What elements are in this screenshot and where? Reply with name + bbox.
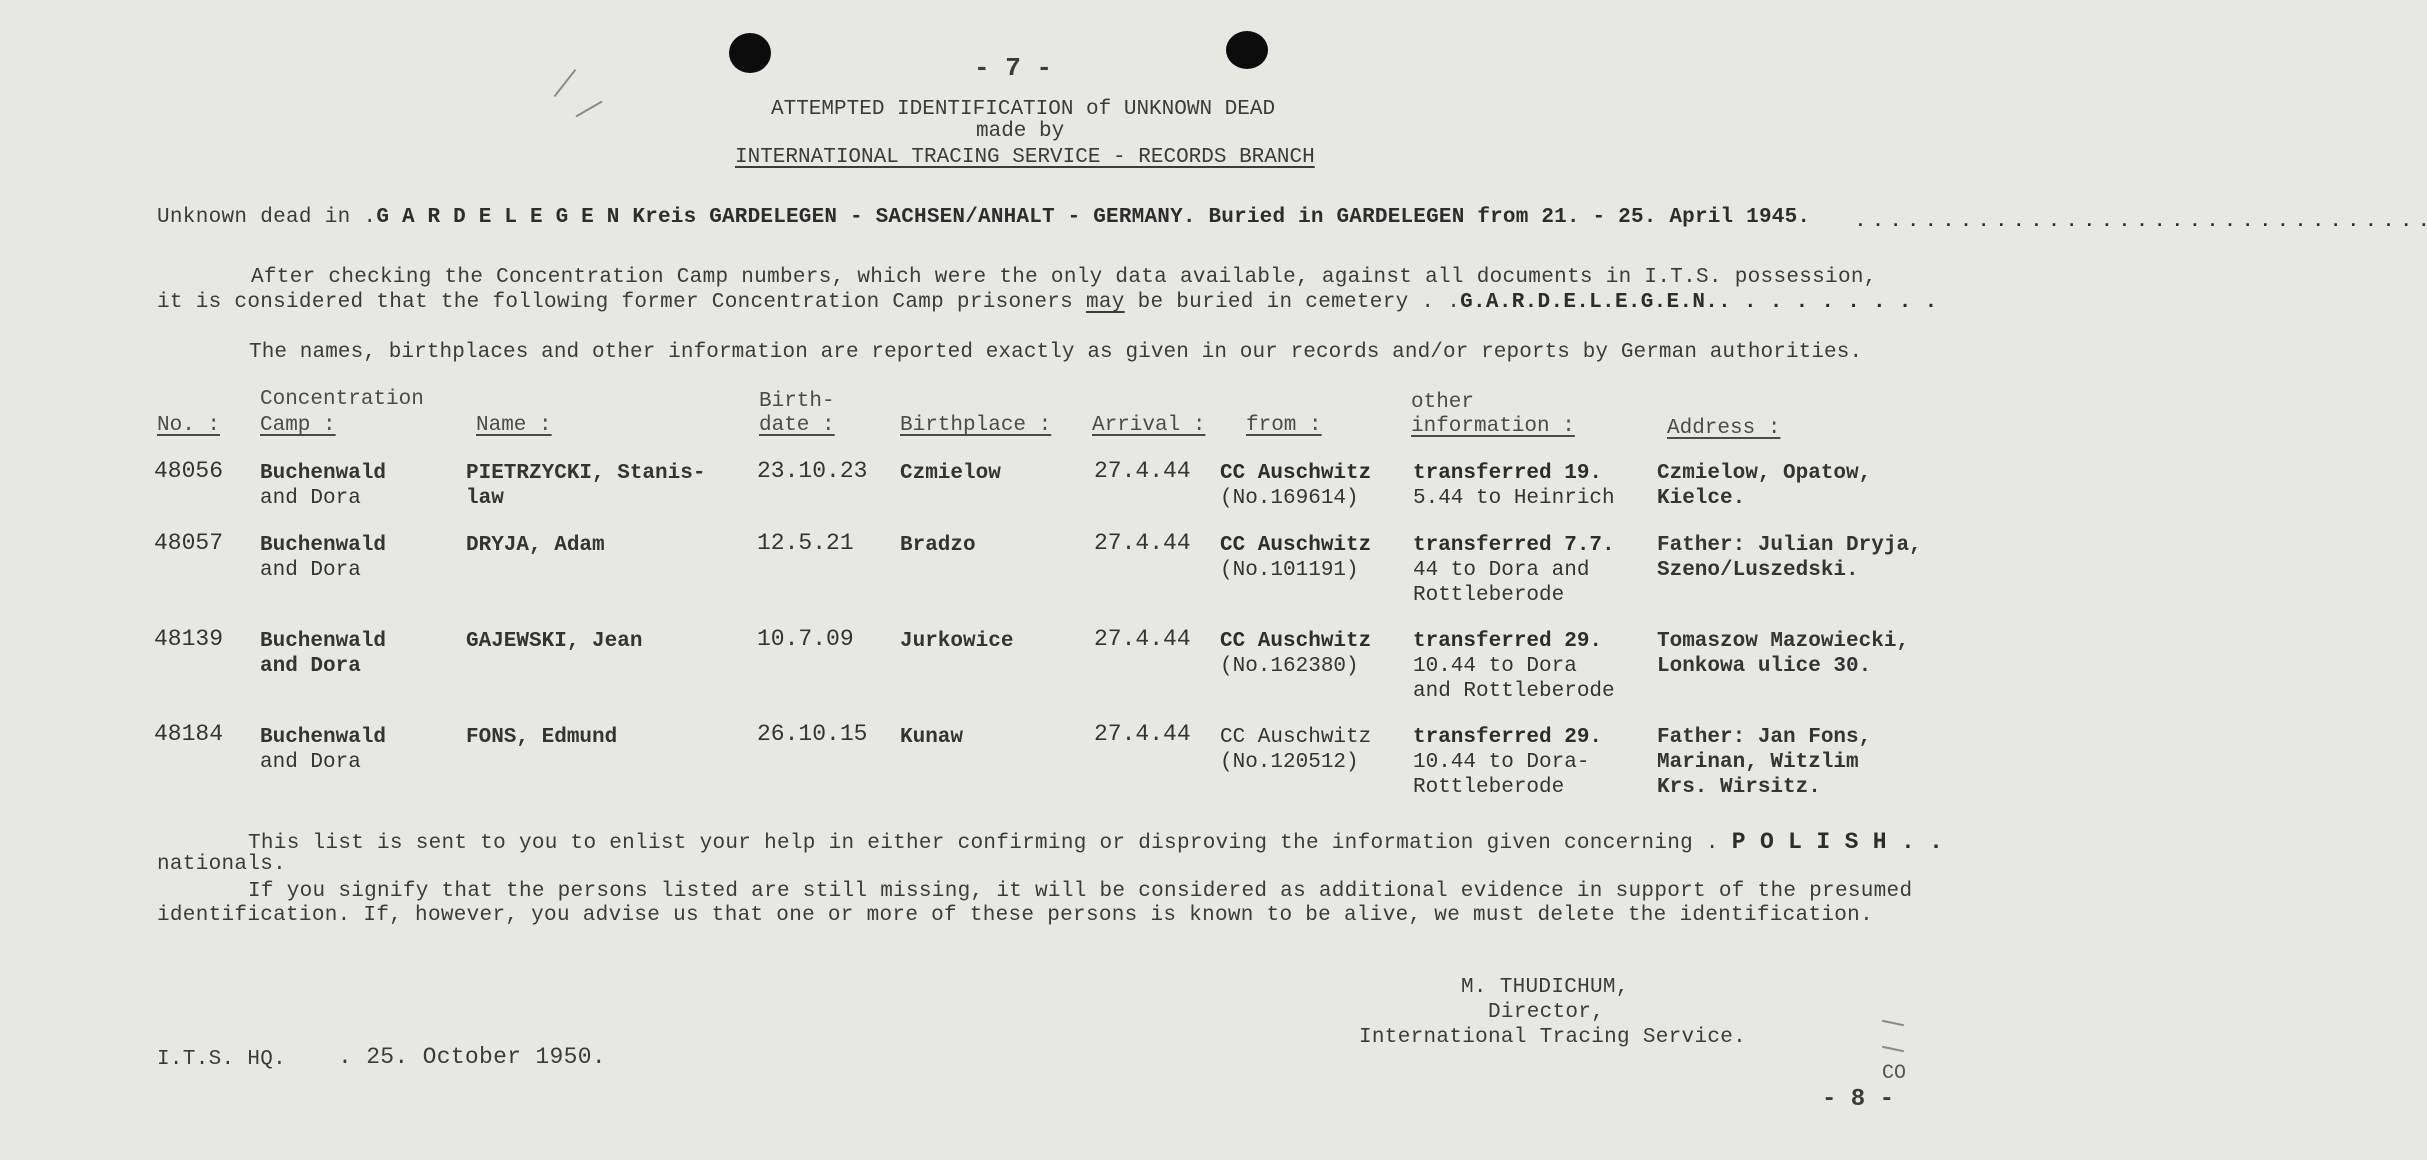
cell-camp: Buchenwald and Dora bbox=[260, 462, 387, 510]
header-other-top: other bbox=[1411, 391, 1475, 414]
header-from: from : bbox=[1246, 414, 1322, 437]
header-name: Name : bbox=[476, 414, 552, 437]
closing-line-3: If you signify that the persons listed are still missing, it will be considered as additional evidence in support of the presumed bbox=[248, 880, 1913, 903]
cell-birthdate: 23.10.23 bbox=[757, 458, 868, 484]
cell-birthplace: Kunaw bbox=[900, 726, 964, 749]
cell-camp: Buchenwald and Dora bbox=[260, 630, 387, 678]
cell-no: 48139 bbox=[154, 626, 224, 652]
cell-camp: Buchenwald and Dora bbox=[260, 726, 387, 774]
cell-birthplace: Bradzo bbox=[900, 534, 976, 557]
margin-tick bbox=[1882, 1020, 1904, 1027]
document-title: ATTEMPTED IDENTIFICATION of UNKNOWN DEAD bbox=[771, 98, 1276, 121]
closing-line-2: nationals. bbox=[157, 853, 287, 876]
header-camp: Camp : bbox=[260, 414, 336, 437]
cell-from: CC Auschwitz (No.101191) bbox=[1220, 534, 1372, 582]
cell-from: CC Auschwitz (No.162380) bbox=[1220, 630, 1372, 678]
margin-tick bbox=[1882, 1046, 1904, 1053]
cell-birthdate: 26.10.15 bbox=[757, 721, 868, 747]
header-birthdate: date : bbox=[759, 414, 835, 437]
cell-no: 48184 bbox=[154, 721, 224, 747]
cell-birthdate: 10.7.09 bbox=[757, 626, 854, 652]
cell-address: Tomaszow Mazowiecki, Lonkowa ulice 30. bbox=[1657, 630, 1910, 678]
cell-name: DRYJA, Adam bbox=[466, 534, 605, 557]
paragraph-2: The names, birthplaces and other information are reported exactly as given in our records and/or reports by German authorities. bbox=[249, 341, 1863, 364]
paragraph-1-line-1: After checking the Concentration Camp numbers, which were the only data available, against all documents in I.T.S. possession, bbox=[251, 266, 1877, 289]
cell-birthplace: Czmielow bbox=[900, 462, 1001, 485]
cell-from: CC Auschwitz (No.169614) bbox=[1220, 462, 1372, 510]
signatory-title: Director, bbox=[1488, 1001, 1605, 1024]
cell-arrival: 27.4.44 bbox=[1094, 626, 1191, 652]
header-address: Address : bbox=[1667, 417, 1781, 440]
page-number-bottom: - 8 - bbox=[1822, 1086, 1895, 1113]
cell-arrival: 27.4.44 bbox=[1094, 530, 1191, 556]
intro-dots: . . . . . . . . . . . . . . . . . . . . . . . . . . . . . . . . . bbox=[1855, 212, 2427, 232]
header-other: information : bbox=[1411, 415, 1575, 438]
document-subtitle: made by bbox=[976, 120, 1065, 143]
cell-arrival: 27.4.44 bbox=[1094, 458, 1191, 484]
pencil-mark bbox=[554, 69, 577, 97]
cell-other: transferred 7.7. 44 to Dora and Rottleberode bbox=[1413, 534, 1615, 607]
intro-line bbox=[157, 206, 1810, 229]
cell-other: transferred 29. 10.44 to Dora and Rottleberode bbox=[1413, 630, 1615, 703]
cell-other: transferred 19. 5.44 to Heinrich bbox=[1413, 462, 1615, 510]
hq-label: I.T.S. HQ. bbox=[157, 1048, 287, 1071]
signatory-org: International Tracing Service. bbox=[1359, 1026, 1747, 1049]
pencil-mark bbox=[576, 101, 603, 118]
nationality: P O L I S H . . bbox=[1731, 829, 1944, 855]
page-number-top: - 7 - bbox=[974, 53, 1053, 83]
cell-birthdate: 12.5.21 bbox=[757, 530, 854, 556]
closing-line-4: identification. If, however, you advise us that one or more of these persons is known to be alive, we must delete the identification. bbox=[157, 904, 1873, 927]
intro-prefix: Unknown dead in . bbox=[157, 206, 377, 229]
cell-name: GAJEWSKI, Jean bbox=[466, 630, 643, 653]
paragraph-1-line-2: it is considered that the following former Concentration Camp prisoners may be buried in cemetery . .G.A.R.D.E.L.E.G.E.N.. . . . . . . . . bbox=[157, 291, 1938, 314]
issuing-branch: INTERNATIONAL TRACING SERVICE - RECORDS BRANCH bbox=[735, 146, 1315, 169]
cell-arrival: 27.4.44 bbox=[1094, 721, 1191, 747]
may-underlined: may bbox=[1085, 291, 1125, 314]
signatory-name: M. THUDICHUM, bbox=[1461, 976, 1629, 999]
header-arrival: Arrival : bbox=[1092, 414, 1206, 437]
cell-name: PIETRZYCKI, Stanis- law bbox=[466, 462, 706, 510]
punch-hole-left bbox=[729, 33, 771, 73]
header-camp-top: Concentration bbox=[260, 388, 424, 411]
margin-mark: CO bbox=[1882, 1062, 1907, 1085]
closing-line-1: This list is sent to you to enlist your help in either confirming or disproving the information given concerning . P O L I S H . . bbox=[248, 829, 1944, 855]
cell-birthplace: Jurkowice bbox=[900, 630, 1014, 653]
intro-place: G A R D E L E G E N Kreis GARDELEGEN - SACHSEN/ANHALT - GERMANY. Buried in GARDELEGEN from 21. - 25. April 1945. bbox=[376, 206, 1811, 229]
cell-address: Czmielow, Opatow, Kielce. bbox=[1657, 462, 1872, 510]
header-birthdate-top: Birth- bbox=[759, 390, 835, 413]
header-birthplace: Birthplace : bbox=[900, 414, 1052, 437]
cell-from: CC Auschwitz (No.120512) bbox=[1220, 726, 1372, 774]
cemetery-name: G.A.R.D.E.L.E.G.E.N. bbox=[1460, 291, 1719, 314]
cell-address: Father: Jan Fons, Marinan, Witzlim Krs. Wirsitz. bbox=[1657, 726, 1872, 799]
cell-no: 48057 bbox=[154, 530, 224, 556]
punch-hole-right bbox=[1226, 31, 1268, 69]
cell-address: Father: Julian Dryja, Szeno/Luszedski. bbox=[1657, 534, 1922, 582]
cell-other: transferred 29. 10.44 to Dora- Rottleberode bbox=[1413, 726, 1603, 799]
header-no: No. : bbox=[157, 414, 221, 437]
cell-name: FONS, Edmund bbox=[466, 726, 618, 749]
document-date: . 25. October 1950. bbox=[338, 1044, 606, 1070]
cell-no: 48056 bbox=[154, 458, 224, 484]
cell-camp: Buchenwald and Dora bbox=[260, 534, 387, 582]
